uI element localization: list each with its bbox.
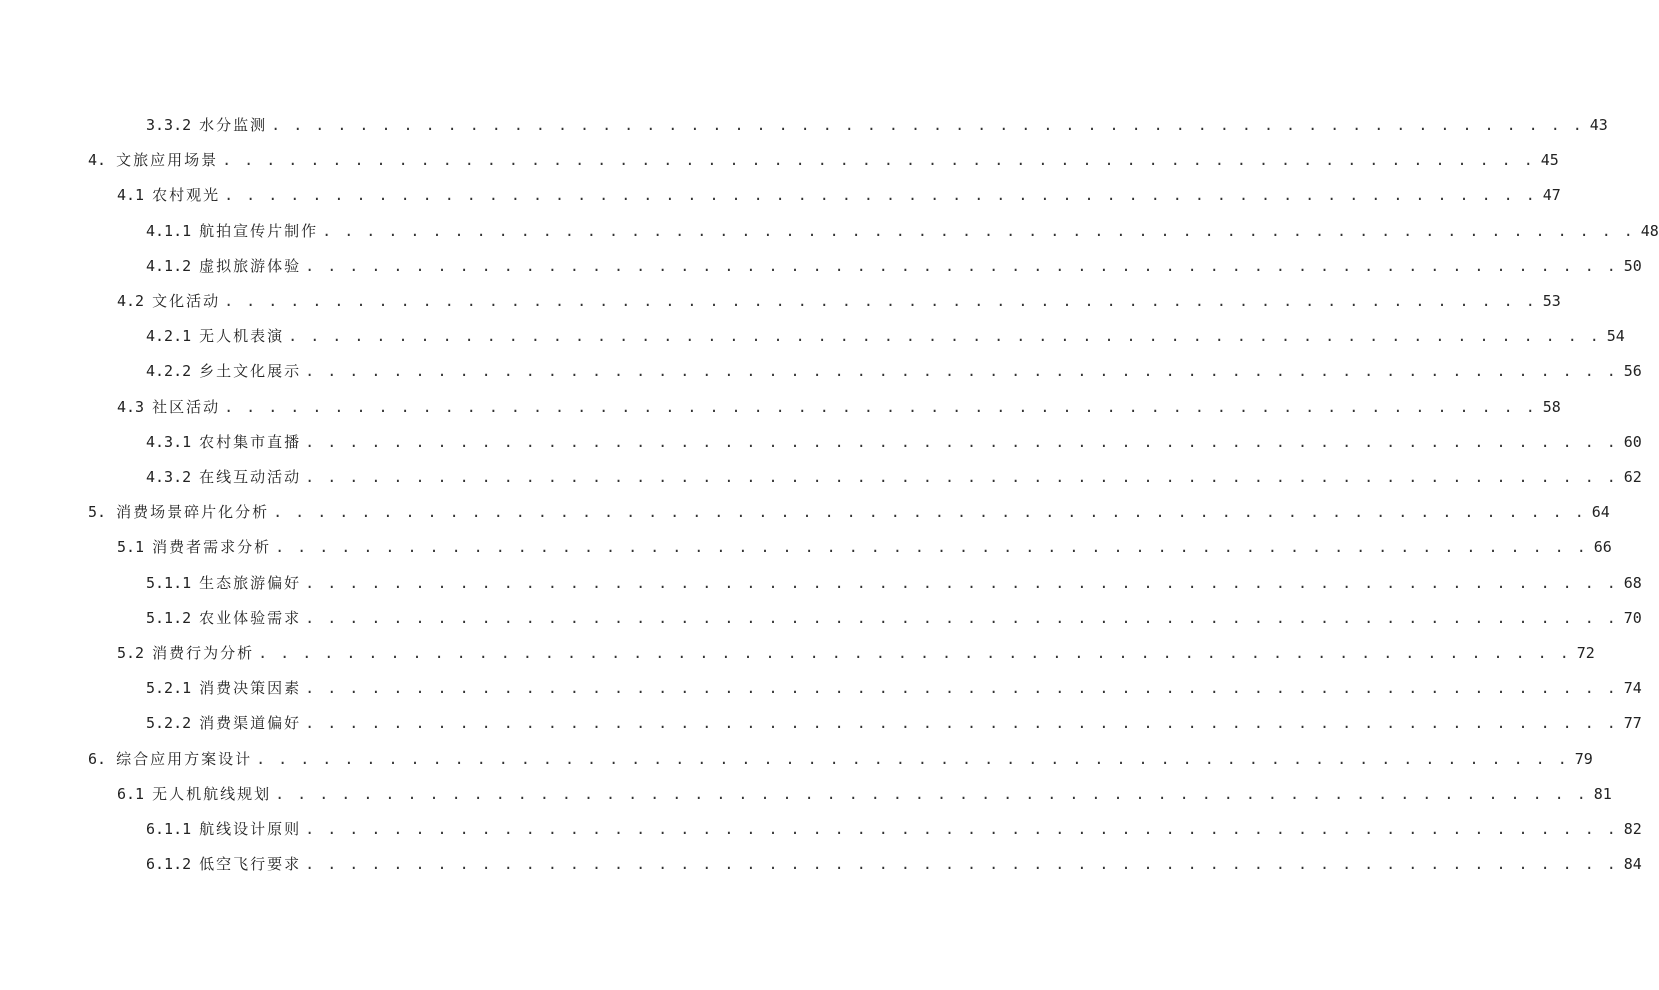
- toc-entry-page: 47: [1542, 186, 1561, 205]
- toc-entry-page: 43: [1589, 116, 1608, 134]
- toc-entry-number: 4.1.1: [146, 221, 192, 240]
- toc-dot-leader: . . . . . . . . . . . . . . . . . . . . . . . . . . . . . . . . . . . . . . . . . . . . . . . . . . . . . . . . . . . .: [258, 644, 1571, 662]
- toc-dot-leader: . . . . . . . . . . . . . . . . . . . . . . . . . . . . . . . . . . . . . . . . . . . . . . . . . . . . . . . . . . . .: [305, 679, 1618, 698]
- toc-entry[interactable]: [117, 642, 1595, 664]
- toc-entry-page: 58: [1542, 397, 1561, 416]
- toc-entry-title: 文旅应用场景: [116, 151, 219, 170]
- toc-entry-title: 乡土文化展示: [199, 362, 302, 381]
- toc-entry-title: 无人机表演: [199, 327, 285, 346]
- toc-dot-leader: . . . . . . . . . . . . . . . . . . . . . . . . . . . . . . . . . . . . . . . . . . . . . . . . . . . . . . . . . . . .: [256, 749, 1569, 768]
- toc-dot-leader: . . . . . . . . . . . . . . . . . . . . . . . . . . . . . . . . . . . . . . . . . . . . . . . . . . . . . . . . . . . .: [275, 784, 1588, 803]
- toc-dot-leader: . . . . . . . . . . . . . . . . . . . . . . . . . . . . . . . . . . . . . . . . . . . . . . . . . . . . . . . . . . . .: [322, 221, 1635, 240]
- toc-entry-number: 3.3.2: [146, 116, 192, 134]
- toc-entry-page: 79: [1574, 749, 1593, 768]
- toc-entry-number: 4.1.2: [146, 256, 192, 275]
- toc-entry-title: 航拍宣传片制作: [199, 221, 319, 240]
- toc-entry-title: 消费场景碎片化分析: [116, 503, 270, 522]
- toc-dot-leader: . . . . . . . . . . . . . . . . . . . . . . . . . . . . . . . . . . . . . . . . . . . . . . . . . . . . . . . . . . . .: [305, 468, 1618, 486]
- toc-entry[interactable]: [146, 255, 1642, 277]
- toc-entry-number: 5.2.1: [146, 679, 192, 698]
- toc-entry-title: 消费决策因素: [199, 679, 302, 698]
- toc-entry-page: 84: [1623, 855, 1642, 874]
- toc-entry[interactable]: [146, 712, 1642, 734]
- toc-dot-leader: . . . . . . . . . . . . . . . . . . . . . . . . . . . . . . . . . . . . . . . . . . . . . . . . . . . . . . . . . . . .: [305, 362, 1618, 381]
- toc-entry-page: 81: [1593, 784, 1612, 803]
- toc-entry[interactable]: [117, 536, 1612, 558]
- toc-entry-page: 53: [1542, 292, 1561, 310]
- toc-entry[interactable]: [146, 572, 1642, 594]
- toc-dot-leader: . . . . . . . . . . . . . . . . . . . . . . . . . . . . . . . . . . . . . . . . . . . . . . . . . . . . . . . . . . . .: [275, 538, 1588, 557]
- toc-entry-page: 82: [1623, 820, 1642, 838]
- toc-entry-number: 6.1: [117, 784, 145, 803]
- toc-entry-title: 在线互动活动: [199, 468, 302, 486]
- toc-entry-title: 航线设计原则: [199, 820, 302, 838]
- toc-entry[interactable]: [146, 466, 1642, 488]
- toc-entry-number: 4.2: [117, 292, 145, 310]
- toc-dot-leader: . . . . . . . . . . . . . . . . . . . . . . . . . . . . . . . . . . . . . . . . . . . . . . . . . . . . . . . . . . . .: [305, 855, 1618, 874]
- toc-entry-page: 64: [1591, 503, 1610, 522]
- toc-entry-number: 4.1: [117, 186, 145, 205]
- toc-entry-number: 5.1.1: [146, 573, 192, 592]
- toc-entry-page: 77: [1623, 714, 1642, 733]
- toc-entry-page: 50: [1623, 256, 1642, 275]
- toc-entry-number: 4.3: [117, 397, 145, 416]
- toc-entry[interactable]: [146, 220, 1659, 242]
- toc-dot-leader: . . . . . . . . . . . . . . . . . . . . . . . . . . . . . . . . . . . . . . . . . . . . . . . . . . . . . . . . . . . .: [271, 116, 1584, 134]
- toc-entry-title: 无人机航线规划: [152, 784, 272, 803]
- toc-entry-page: 48: [1640, 221, 1659, 240]
- toc-entry-page: 62: [1623, 468, 1642, 486]
- toc-entry-title: 低空飞行要求: [199, 855, 302, 874]
- toc-entry-number: 5.1: [117, 538, 145, 557]
- toc-entry[interactable]: [146, 114, 1608, 136]
- toc-entry-title: 消费者需求分析: [152, 538, 272, 557]
- toc-entry-title: 农村观光: [152, 186, 221, 205]
- toc-entry-number: 4.2.2: [146, 362, 192, 381]
- toc-entry[interactable]: [146, 677, 1642, 699]
- toc-dot-leader: . . . . . . . . . . . . . . . . . . . . . . . . . . . . . . . . . . . . . . . . . . . . . . . . . . . . . . . . . . . .: [305, 714, 1618, 733]
- toc-entry[interactable]: [146, 818, 1642, 840]
- toc-entry[interactable]: [117, 184, 1561, 206]
- toc-entry-number: 6.1.2: [146, 855, 192, 874]
- toc-dot-leader: . . . . . . . . . . . . . . . . . . . . . . . . . . . . . . . . . . . . . . . . . . . . . . . . . . . . . . . . . . . .: [305, 573, 1618, 592]
- toc-entry-number: 6.: [88, 749, 107, 768]
- toc-dot-leader: . . . . . . . . . . . . . . . . . . . . . . . . . . . . . . . . . . . . . . . . . . . . . . . . . . . . . . . . . . . .: [305, 608, 1618, 627]
- toc-entry-page: 68: [1623, 573, 1642, 592]
- toc-entry[interactable]: [88, 748, 1593, 770]
- toc-entry-number: 4.2.1: [146, 327, 192, 346]
- toc-entry-page: 45: [1540, 151, 1559, 170]
- toc-entry[interactable]: [146, 325, 1625, 347]
- toc-dot-leader: . . . . . . . . . . . . . . . . . . . . . . . . . . . . . . . . . . . . . . . . . . . . . . . . . . . . . . . . . . . .: [224, 186, 1537, 205]
- toc-dot-leader: . . . . . . . . . . . . . . . . . . . . . . . . . . . . . . . . . . . . . . . . . . . . . . . . . . . . . . . . . . . .: [224, 292, 1537, 310]
- toc-entry-number: 5.: [88, 503, 107, 522]
- toc-entry-title: 生态旅游偏好: [199, 573, 302, 592]
- toc-dot-leader: . . . . . . . . . . . . . . . . . . . . . . . . . . . . . . . . . . . . . . . . . . . . . . . . . . . . . . . . . . . .: [273, 503, 1586, 522]
- toc-entry[interactable]: [88, 149, 1559, 171]
- toc-entry-title: 虚拟旅游体验: [199, 256, 302, 275]
- toc-entry-page: 74: [1623, 679, 1642, 698]
- toc-entry-page: 54: [1606, 327, 1625, 346]
- toc-entry-number: 5.2: [117, 644, 145, 662]
- toc-entry-title: 消费行为分析: [152, 644, 255, 662]
- toc-entry-page: 56: [1623, 362, 1642, 381]
- toc-entry[interactable]: [146, 607, 1642, 629]
- toc-entry-page: 70: [1623, 608, 1642, 627]
- toc-entry[interactable]: [117, 396, 1561, 418]
- toc-entry[interactable]: [146, 360, 1642, 382]
- toc-entry-number: 4.: [88, 151, 107, 170]
- toc-entry-number: 4.3.1: [146, 432, 192, 451]
- toc-entry-title: 水分监测: [199, 116, 268, 134]
- toc-entry-title: 社区活动: [152, 397, 221, 416]
- toc-entry-number: 4.3.2: [146, 468, 192, 486]
- toc-dot-leader: . . . . . . . . . . . . . . . . . . . . . . . . . . . . . . . . . . . . . . . . . . . . . . . . . . . . . . . . . . . .: [222, 151, 1535, 170]
- toc-dot-leader: . . . . . . . . . . . . . . . . . . . . . . . . . . . . . . . . . . . . . . . . . . . . . . . . . . . . . . . . . . . .: [288, 327, 1601, 346]
- toc-entry[interactable]: [88, 501, 1610, 523]
- toc-entry-page: 72: [1576, 644, 1595, 662]
- toc-entry-title: 农村集市直播: [199, 432, 302, 451]
- toc-entry-page: 60: [1623, 432, 1642, 451]
- toc-entry-number: 5.2.2: [146, 714, 192, 733]
- toc-entry-title: 消费渠道偏好: [199, 714, 302, 733]
- toc-dot-leader: . . . . . . . . . . . . . . . . . . . . . . . . . . . . . . . . . . . . . . . . . . . . . . . . . . . . . . . . . . . .: [305, 432, 1618, 451]
- toc-dot-leader: . . . . . . . . . . . . . . . . . . . . . . . . . . . . . . . . . . . . . . . . . . . . . . . . . . . . . . . . . . . .: [305, 256, 1618, 275]
- toc-entry[interactable]: [117, 783, 1612, 805]
- toc-entry-title: 农业体验需求: [199, 608, 302, 627]
- toc-entry-title: 综合应用方案设计: [116, 749, 253, 768]
- toc-entry[interactable]: [117, 290, 1561, 312]
- toc-dot-leader: . . . . . . . . . . . . . . . . . . . . . . . . . . . . . . . . . . . . . . . . . . . . . . . . . . . . . . . . . . . .: [305, 820, 1618, 838]
- toc-dot-leader: . . . . . . . . . . . . . . . . . . . . . . . . . . . . . . . . . . . . . . . . . . . . . . . . . . . . . . . . . . . .: [224, 397, 1537, 416]
- toc-entry-number: 6.1.1: [146, 820, 192, 838]
- toc-entry-page: 66: [1593, 538, 1612, 557]
- toc-entry-number: 5.1.2: [146, 608, 192, 627]
- toc-entry[interactable]: [146, 853, 1642, 875]
- toc-entry-title: 文化活动: [152, 292, 221, 310]
- toc-entry[interactable]: [146, 431, 1642, 453]
